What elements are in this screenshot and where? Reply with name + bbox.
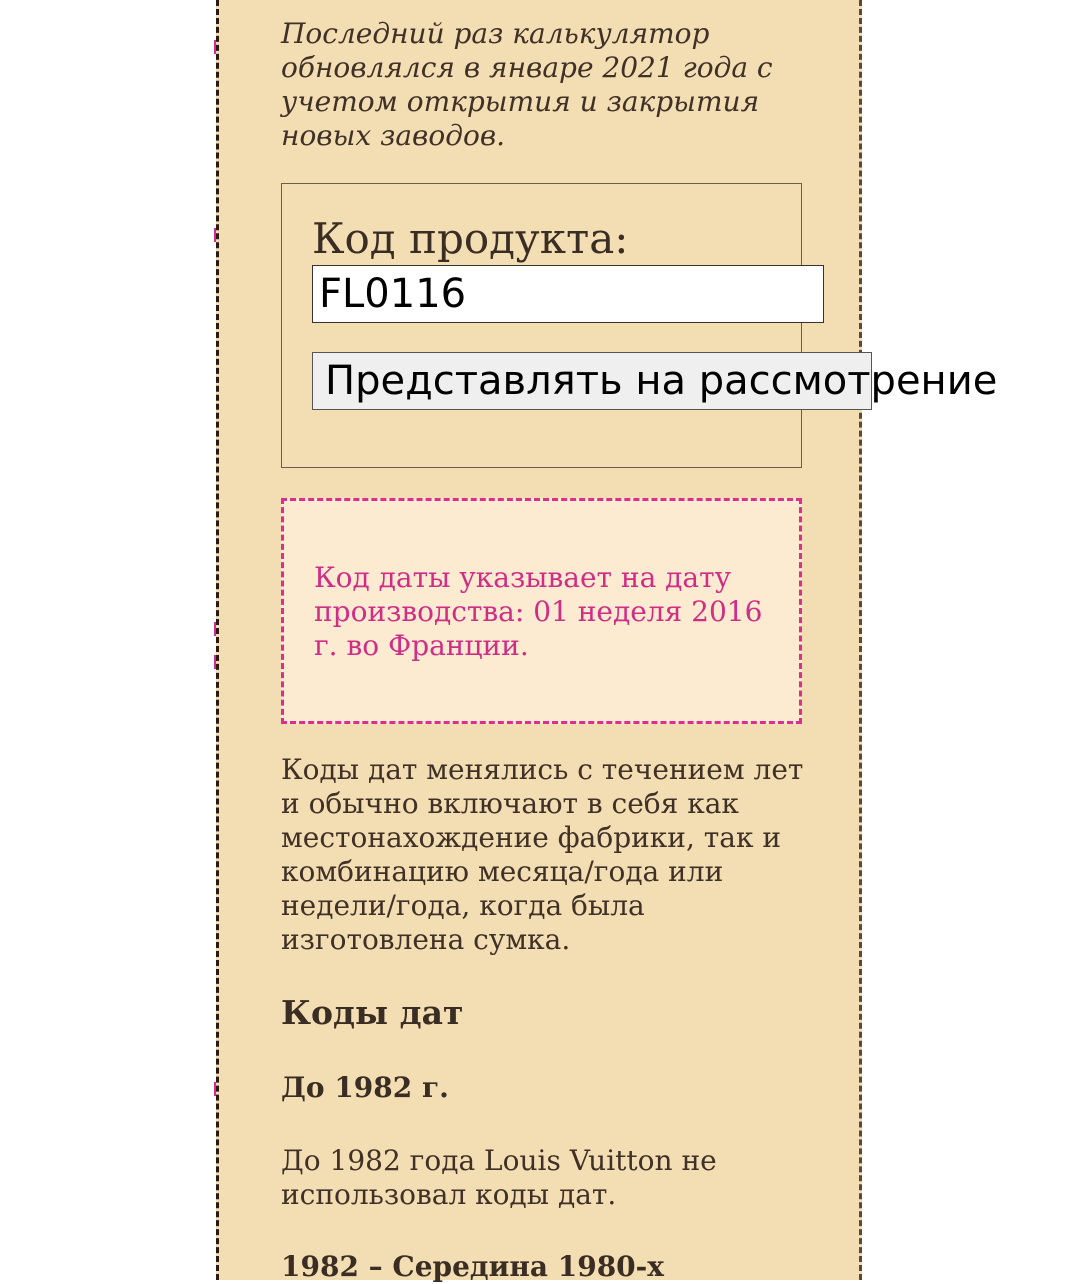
content-column: [216, 0, 998, 1283]
date-code-explanation: Коды дат менялись с течением лет и обычно включают в себя как местонахождение фабрики, так и комбинацию месяца/года или недели/года, когда была изготовлена сумка.: [281, 753, 804, 956]
date-code-result-box: [281, 498, 802, 724]
date-codes-heading: Коды дат: [281, 993, 464, 1032]
section-title-pre-1982: До 1982 г.: [281, 1071, 449, 1104]
section-text-pre-1982: До 1982 года Louis Vuitton не использовал коды дат.: [281, 1144, 717, 1211]
section-title-1982-mid-1980s: 1982 – Середина 1980-х: [281, 1250, 664, 1283]
submit-button[interactable]: Представлять на рассмотрение: [312, 352, 872, 410]
date-code-result-text: Код даты указывает на дату производства: 01 неделя 2016 г. во Франции.: [314, 561, 763, 662]
product-code-label: Код продукта:: [312, 214, 629, 263]
calculator-update-note: Последний раз калькулятор обновлялся в январе 2021 года с учетом открытия и закрытия новых заводов.: [281, 17, 773, 152]
product-code-form: [281, 183, 998, 468]
product-code-input[interactable]: [312, 265, 824, 323]
